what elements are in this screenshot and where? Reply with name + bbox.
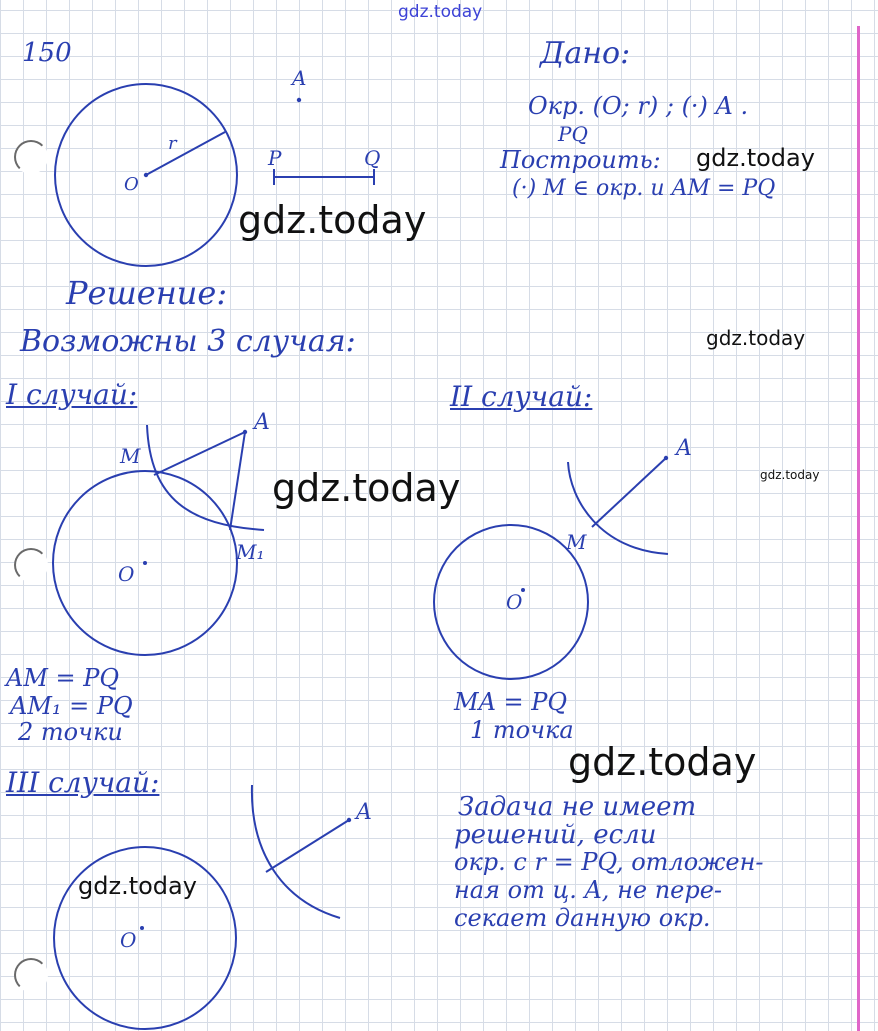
label-q: Q xyxy=(364,146,381,170)
case3-text-1: Задача не имеет xyxy=(458,792,697,822)
problem-number: 150 xyxy=(22,38,72,68)
given-line-2: PQ xyxy=(558,122,588,146)
case1-point-a xyxy=(243,430,247,434)
given-line-4: (·) M ∈ окр. и AM = PQ xyxy=(512,176,776,201)
watermark-3: gdz.today xyxy=(706,326,806,350)
label-r: r xyxy=(168,133,177,154)
case3-segment xyxy=(266,820,349,872)
case2-result-1: MA = PQ xyxy=(454,688,568,716)
case1-label-m: M xyxy=(120,444,141,468)
case1-center-point xyxy=(143,561,147,565)
case3-label-a: A xyxy=(356,800,372,825)
watermark-6: gdz.today xyxy=(568,740,757,784)
case2-segment-ma xyxy=(592,458,666,527)
label-o-given: O xyxy=(124,174,139,195)
case3-text-4: ная от ц. A, не пере- xyxy=(454,876,723,904)
case3-title: III случай: xyxy=(6,766,160,799)
label-p: P xyxy=(268,146,282,170)
case1-title: I случай: xyxy=(6,378,138,411)
solution-title: Решение: xyxy=(66,274,228,312)
case2-label-a: A xyxy=(676,436,692,461)
watermark-7: gdz.today xyxy=(78,872,197,900)
case1-segment-am1 xyxy=(230,432,245,530)
given-point-a xyxy=(297,98,301,102)
watermark-5: gdz.today xyxy=(760,468,820,482)
given-center-point xyxy=(144,173,148,177)
case1-segment-am xyxy=(154,432,245,475)
case3-arc xyxy=(252,785,340,918)
case1-arc xyxy=(147,425,264,530)
watermark-1: gdz.today xyxy=(696,144,815,172)
case2-label-m: M xyxy=(566,530,587,554)
case1-result-3: 2 точки xyxy=(18,718,123,746)
case3-text-5: секает данную окр. xyxy=(454,904,711,932)
case1-label-m1: M₁ xyxy=(236,540,265,564)
label-a-given: A xyxy=(292,66,307,90)
watermark-top: gdz.today xyxy=(398,2,483,22)
case1-label-a: A xyxy=(254,410,270,435)
solution-intro: Возможны 3 случая: xyxy=(20,324,356,359)
watermark-4: gdz.today xyxy=(272,466,461,510)
case2-result-2: 1 точка xyxy=(470,716,574,744)
case2-point-a xyxy=(664,456,668,460)
given-radius xyxy=(146,132,225,175)
given-title: Дано: xyxy=(540,36,631,71)
case2-title: II случай: xyxy=(450,380,593,413)
given-line-3: Построить: xyxy=(500,146,661,174)
case1-label-o: O xyxy=(118,562,135,586)
case3-label-o: O xyxy=(120,928,137,952)
case3-text-3: окр. с r = PQ, отложен- xyxy=(454,848,764,876)
case3-text-2: решений, если xyxy=(454,820,657,850)
case1-result-1: AM = PQ xyxy=(6,664,120,692)
case2-label-o: O xyxy=(506,590,523,614)
case1-result-2: AM₁ = PQ xyxy=(10,692,133,720)
case3-center-point xyxy=(140,926,144,930)
given-line-1: Окр. (O; r) ; (·) A . xyxy=(528,92,749,120)
case3-point-a xyxy=(347,818,351,822)
watermark-2: gdz.today xyxy=(238,198,427,242)
